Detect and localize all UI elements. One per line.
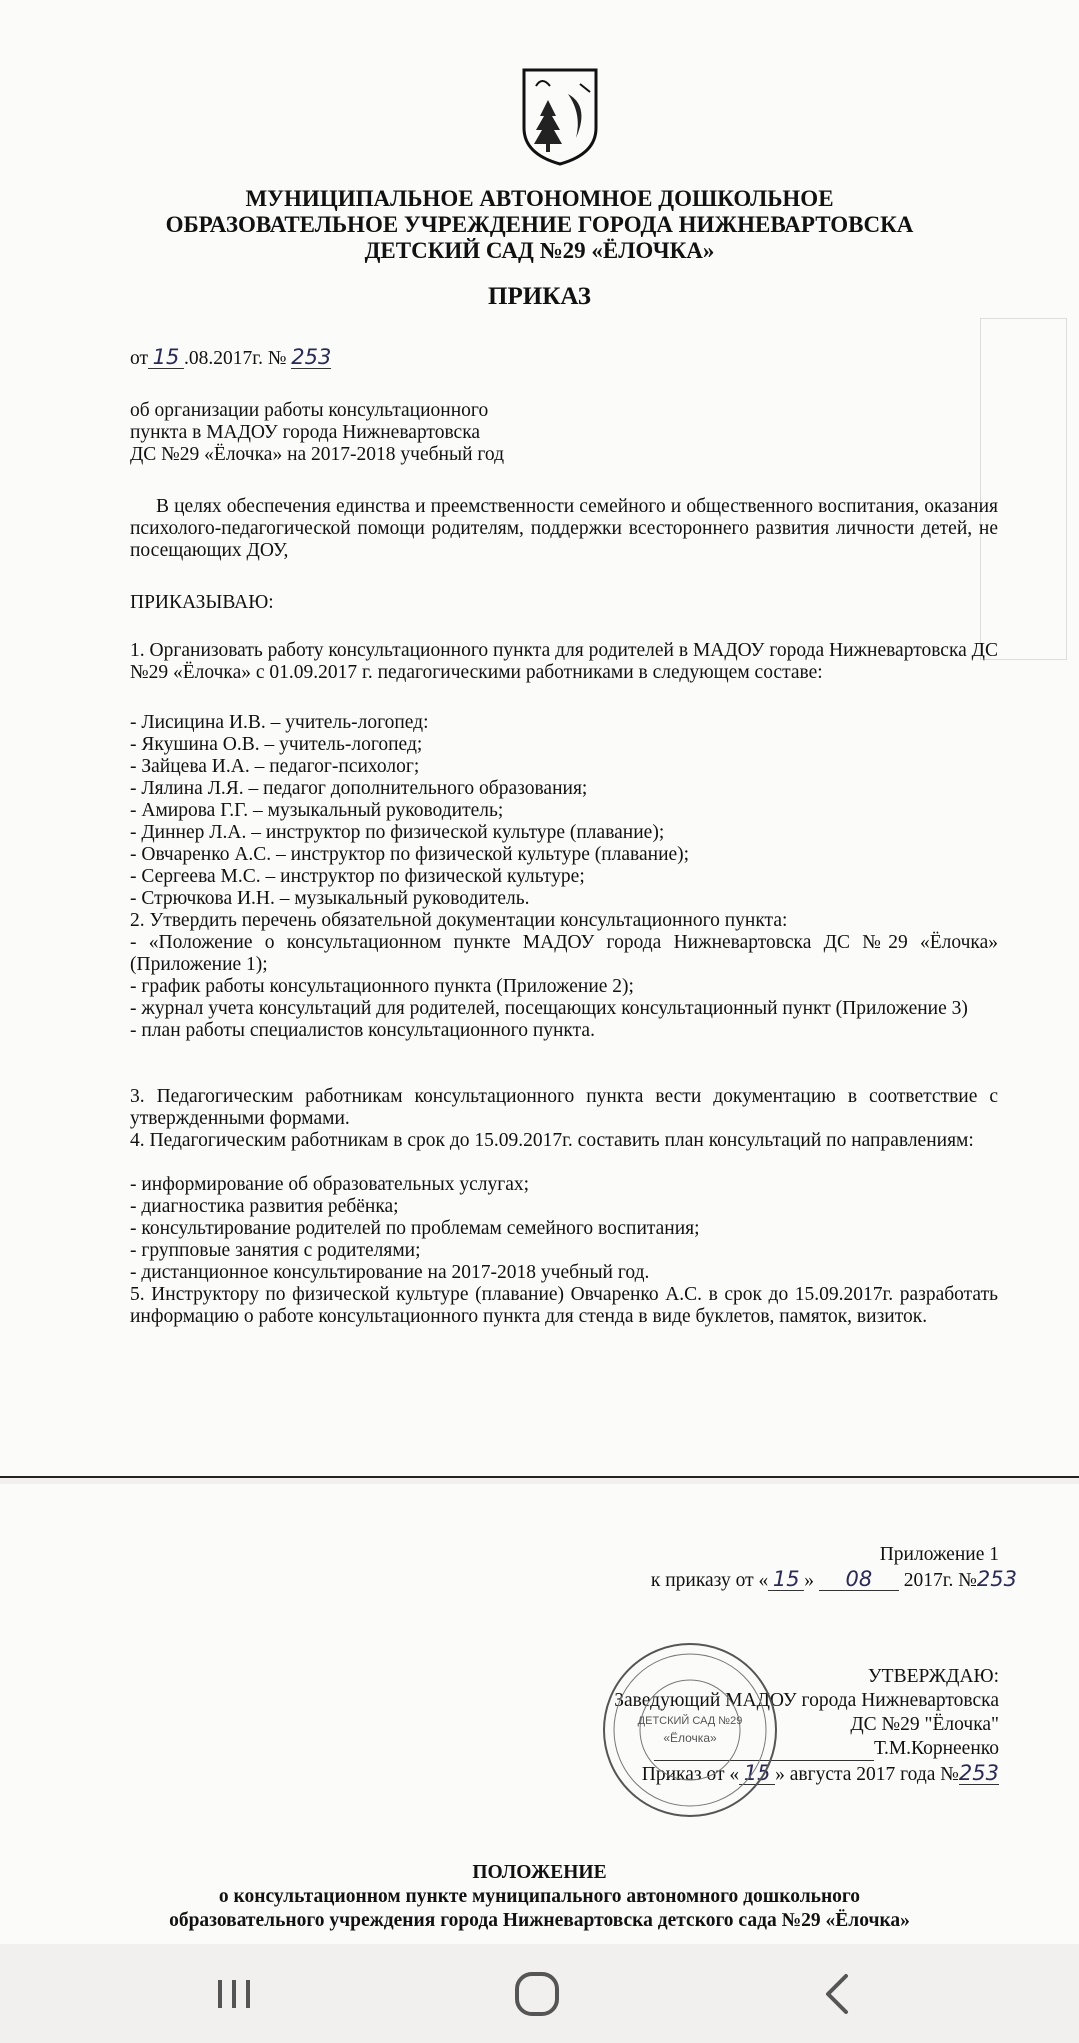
order-prefix: Приказ от « bbox=[641, 1764, 740, 1785]
order-number-handwritten: 253 bbox=[958, 1761, 999, 1785]
list-item: - Зайцева И.А. – педагог-психолог; bbox=[130, 756, 420, 777]
recent-apps-icon[interactable] bbox=[204, 1966, 264, 2022]
approve-word: УТВЕРЖДАЮ: bbox=[867, 1666, 999, 1687]
list-item: - журнал учета консультаций для родителей, посещающих консультационный пункт (Приложение 3) bbox=[130, 998, 968, 1019]
bleed-through-table bbox=[980, 318, 1067, 660]
list-item: - график работы консультационного пункта (Приложение 2); bbox=[130, 976, 634, 997]
list-item: - Сергеева М.С. – инструктор по физической культуре; bbox=[130, 866, 585, 887]
order-title: ПРИКАЗ bbox=[488, 283, 591, 310]
list-item: - информирование об образовательных услугах; bbox=[130, 1174, 530, 1195]
ref-number-handwritten: 253 bbox=[976, 1567, 1017, 1591]
stamp-name: «Ёлочка» bbox=[663, 1731, 717, 1745]
order-rest: » августа 2017 года № bbox=[775, 1764, 959, 1785]
list-item: - Лисицина И.В. – учитель-логопед: bbox=[130, 712, 429, 733]
item-1: 1. Организовать работу консультационного пункта для родителей в МАДОУ города Нижневартовска ДС №29 «Ёлочка» с 01.09.2017 г. педагогическими работниками в следующем составе: bbox=[130, 640, 998, 683]
decree-word: ПРИКАЗЫВАЮ: bbox=[130, 592, 274, 613]
list-item: - Овчаренко А.С. – инструктор по физической культуре (плавание); bbox=[130, 844, 690, 865]
regulation-subtitle-2: образовательного учреждения города Нижневартовска детского сада №29 «Ёлочка» bbox=[169, 1910, 910, 1931]
staff-list bbox=[130, 712, 998, 910]
round-seal-stamp bbox=[600, 1640, 780, 1820]
appendix-page bbox=[0, 1484, 1079, 1944]
item-2: 2. Утвердить перечень обязательной документации консультационного пункта: bbox=[130, 910, 788, 931]
subject-line: об организации работы консультационного bbox=[130, 400, 489, 421]
preamble: В целях обеспечения единства и преемственности семейного и общественного воспитания, оказания психолого-педагогической помощи родителям, поддержки всестороннего развития личности детей, не посещающих ДОУ, bbox=[130, 496, 998, 561]
org-name-line-3: ДЕТСКИЙ САД №29 «ЁЛОЧКА» bbox=[364, 238, 715, 263]
order-date-line bbox=[130, 346, 331, 370]
appendix-order-ref bbox=[651, 1568, 1017, 1592]
org-name-line-2: ОБРАЗОВАТЕЛЬНОЕ УЧРЕЖДЕНИЕ ГОРОДА НИЖНЕВАРТОВСКА bbox=[165, 212, 914, 237]
list-item: - план работы специалистов консультационного пункта. bbox=[130, 1020, 595, 1041]
subject-line: ДС №29 «Ёлочка» на 2017-2018 учебный год bbox=[130, 444, 505, 465]
list-item: - Якушина О.В. – учитель-логопед; bbox=[130, 734, 423, 755]
head-position: Заведующий МАДОУ города Нижневартовска bbox=[614, 1690, 999, 1711]
list-item: - Стрючкова И.Н. – музыкальный руководитель. bbox=[130, 888, 530, 909]
regulation-title: ПОЛОЖЕНИЕ bbox=[472, 1862, 607, 1883]
ref-prefix: к приказу от « bbox=[650, 1570, 769, 1591]
ref-month-handwritten: 08 bbox=[819, 1568, 899, 1591]
page-divider bbox=[0, 1476, 1079, 1478]
item-5: 5. Инструктору по физической культуре (плавание) Овчаренко А.С. в срок до 15.09.2017г. разработать информацию о работе консультационного пункта для стенда в виде буклетов, памяток, визиток. bbox=[130, 1284, 998, 1327]
item-4: 4. Педагогическим работникам в срок до 15.09.2017г. составить план консультаций по направлениям: bbox=[130, 1130, 974, 1151]
signer-name: Т.М.Корнеенко bbox=[874, 1738, 999, 1759]
list-item: - дистанционное консультирование на 2017-2018 учебный год. bbox=[130, 1262, 650, 1283]
list-item: - групповые занятия с родителями; bbox=[130, 1240, 421, 1261]
back-icon[interactable] bbox=[808, 1966, 868, 2022]
subject-line: пункта в МАДОУ города Нижневартовска bbox=[130, 422, 481, 443]
order-subject bbox=[130, 400, 630, 466]
docs-list bbox=[130, 932, 998, 1042]
ref-day-handwritten: 15 bbox=[768, 1568, 804, 1591]
appendix-label: Приложение 1 bbox=[879, 1544, 999, 1565]
city-crest-icon bbox=[520, 66, 600, 168]
date-day-handwritten: 15 bbox=[148, 346, 184, 369]
org-name-line-1: МУНИЦИПАЛЬНОЕ АВТОНОМНОЕ ДОШКОЛЬНОЕ bbox=[245, 186, 834, 211]
ref-year: 2017г. № bbox=[903, 1570, 977, 1591]
date-rest: .08.2017г. № bbox=[184, 348, 287, 369]
order-day-handwritten: 15 bbox=[739, 1762, 775, 1785]
list-item: - «Положение о консультационном пункте МАДОУ города Нижневартовска ДС №29 «Ёлочка» (Приложение 1); bbox=[130, 932, 998, 975]
directions-list bbox=[130, 1174, 998, 1284]
stamp-text: ДЕТСКИЙ САД №29 bbox=[637, 1715, 743, 1727]
order-number-handwritten: 253 bbox=[291, 345, 332, 369]
head-org: ДС №29 "Ёлочка" bbox=[850, 1714, 999, 1735]
list-item: - консультирование родителей по проблемам семейного воспитания; bbox=[130, 1218, 700, 1239]
date-prefix: от bbox=[130, 348, 149, 369]
regulation-subtitle-1: о консультационном пункте муниципального автономного дошкольного bbox=[218, 1886, 861, 1907]
list-item: - Амирова Г.Г. – музыкальный руководитель; bbox=[130, 800, 504, 821]
list-item: - диагностика развития ребёнка; bbox=[130, 1196, 399, 1217]
item-3: 3. Педагогическим работникам консультационного пункта вести документацию в соответствие с утвержденными формами. bbox=[130, 1086, 998, 1129]
ref-mid: » bbox=[804, 1570, 814, 1591]
list-item: - Лялина Л.Я. – педагог дополнительного образования; bbox=[130, 778, 588, 799]
home-icon[interactable] bbox=[507, 1966, 567, 2022]
list-item: - Диннер Л.А. – инструктор по физической культуре (плавание); bbox=[130, 822, 665, 843]
android-navigation-bar bbox=[0, 1944, 1079, 2043]
